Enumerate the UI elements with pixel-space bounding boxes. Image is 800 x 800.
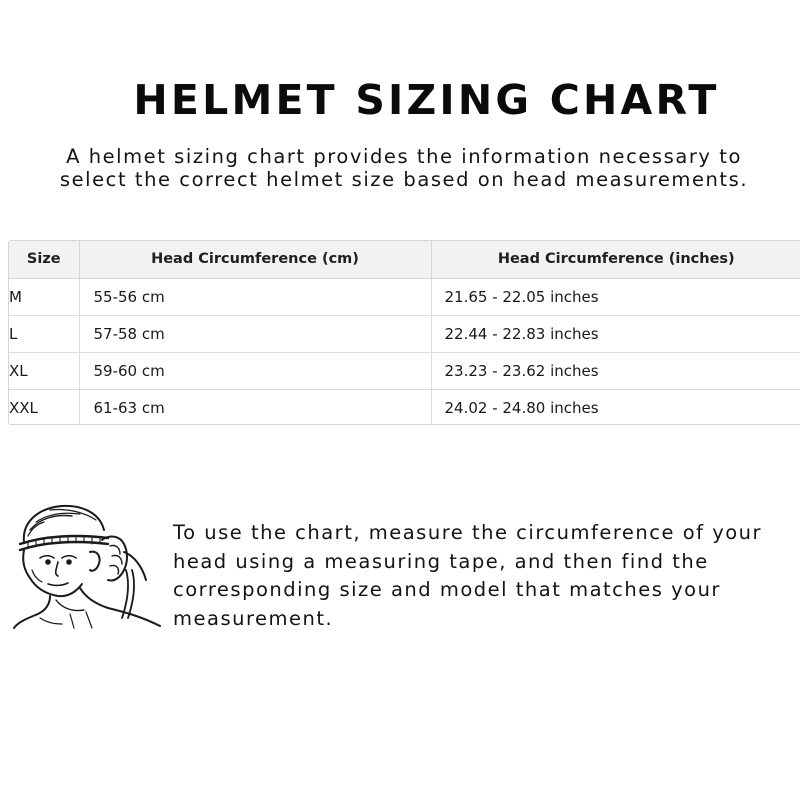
cell-cm: 57-58 cm xyxy=(79,315,431,352)
cell-size: XL xyxy=(9,352,79,389)
cell-cm: 59-60 cm xyxy=(79,352,431,389)
intro-line: select the correct helmet size based on head measurements. xyxy=(59,168,749,191)
table-row xyxy=(9,278,800,315)
page-title: HELMET SIZING CHART xyxy=(133,76,720,124)
table-row xyxy=(9,315,800,352)
table-header-row xyxy=(9,241,800,278)
cell-size: M xyxy=(9,278,79,315)
header-inches: Head Circumference (inches) xyxy=(431,241,800,278)
instructions-line: corresponding size and model that matches your xyxy=(173,578,721,601)
instructions-line: To use the chart, measure the circumference of your xyxy=(173,521,763,544)
cell-inches: 21.65 - 22.05 inches xyxy=(431,278,800,315)
header-size: Size xyxy=(9,241,79,278)
head-measurement-icon xyxy=(10,500,165,630)
instructions-text xyxy=(173,519,793,633)
intro-line: A helmet sizing chart provides the information necessary to xyxy=(66,145,742,168)
header-cm: Head Circumference (cm) xyxy=(79,241,431,278)
table-row xyxy=(9,389,800,425)
instructions-line: measurement. xyxy=(173,606,334,630)
instructions-line: head using a measuring tape, and then find the xyxy=(173,549,709,573)
cell-inches: 24.02 - 24.80 inches xyxy=(444,398,599,417)
cell-inches: 22.44 - 22.83 inches xyxy=(431,315,800,352)
cell-cm: 55-56 cm xyxy=(79,278,431,315)
cell-inches: 23.23 - 23.62 inches xyxy=(431,352,800,389)
sizing-table xyxy=(8,240,800,425)
cell-size: XXL xyxy=(9,389,79,425)
cell-size: L xyxy=(9,315,79,352)
table-row xyxy=(9,352,800,389)
intro-text xyxy=(0,145,800,191)
cell-cm: 61-63 cm xyxy=(79,389,431,425)
